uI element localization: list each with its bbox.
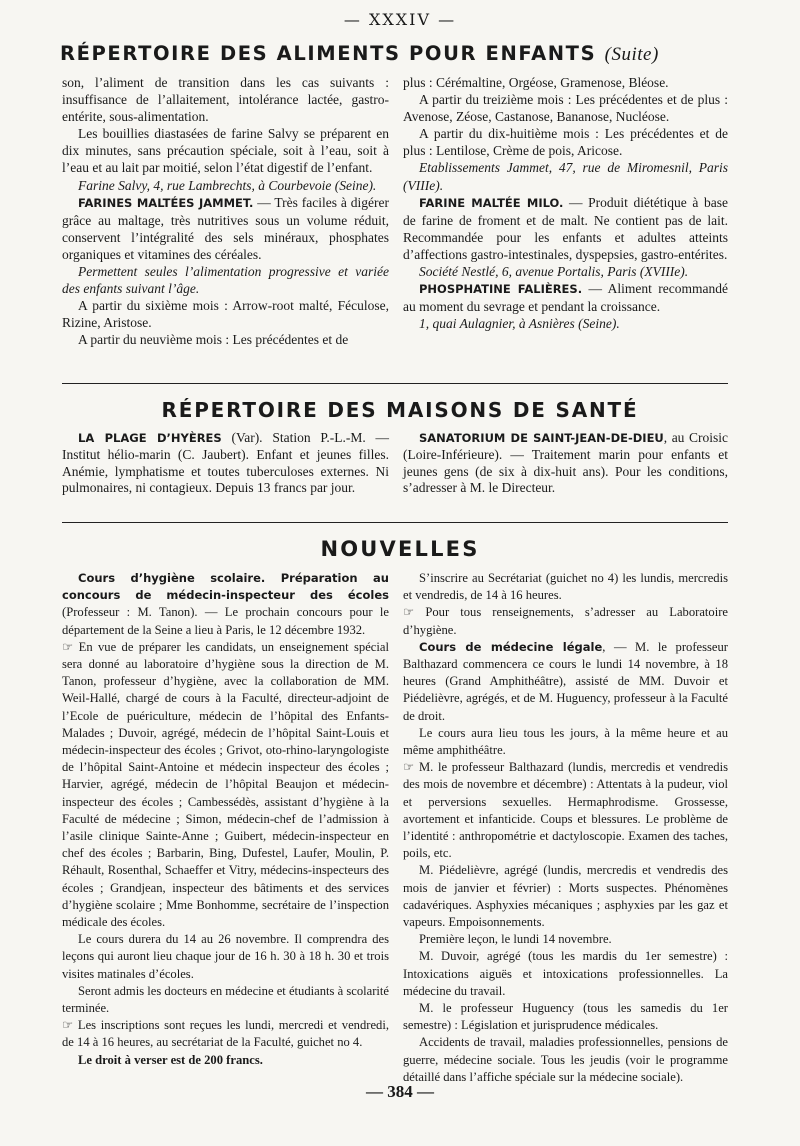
nouvelles-left-p1 [62, 570, 389, 639]
aliments-right-p4: Etablissements Jammet, 47, rue de Miromesnil, Paris (VIIIe). [403, 160, 728, 193]
aliments-left-p3: Farine Salvy, 4, rue Lambrechts, à Courbevoie (Seine). [78, 177, 377, 193]
section-divider-2 [62, 522, 728, 523]
hygiene-scolaire-heading: Cours d’hygiène scolaire. Préparation au concours de médecin-inspecteur des écoles [62, 571, 389, 603]
aliments-right-p6: Société Nestlé, 6, avenue Portalis, Paris (XVIIIe). [419, 264, 689, 280]
nouvelles-right-column [403, 570, 728, 1086]
section-divider-1 [62, 383, 728, 384]
section-title-aliments [60, 42, 659, 66]
aliments-right-p2: A partir du treizième mois : Les précédentes et de plus : Avenose, Zéose, Castanose, Bananose, Nucléose. [403, 92, 728, 125]
aliments-left-p4 [62, 194, 389, 263]
nouvelles-right-p1: S’inscrire au Secrétariat (guichet no 4) les lundis, mercredis et vendredis, de 14 à 16 heures. [403, 571, 728, 603]
sanatorium-heading: SANATORIUM DE SAINT-JEAN-DE-DIEU [419, 431, 664, 445]
aliments-left-p6: A partir du sixième mois : Arrow-root malté, Féculose, Rizine, Aristose. [62, 298, 389, 331]
sanatorium-body: , au Croisic (Loire-Inférieure). — Traitement marin pour enfants et jeunes gens (de six à dix-huit ans). Pour les conditions, s’adresser à M. le Directeur. [403, 430, 728, 496]
nouvelles-right-p10: Accidents de travail, maladies professionnelles, pensions de guerre, médecine sociale. Tous les jeudis (voir le programme détaillé dans l’affiche spéciale sur la médecine sociale). [403, 1035, 728, 1084]
falieres-heading: PHOSPHATINE FALIÈRES. [419, 282, 583, 297]
page-roman-numeral: — XXXIV — [343, 10, 457, 29]
aliments-right-p8: 1, quai Aulagnier, à Asnières (Seine). [419, 316, 620, 332]
jammet-body: — Très faciles à digérer grâce au maltage, très nutritives sous un volume réduit, conservent l’intégralité des sels minéraux, phosphates organiques et vitamines des céréales. [62, 194, 389, 262]
plage-hyeres-body: (Var). Station P.-L.-M. — Institut hélio-marin (C. Jaubert). Enfant et jeunes filles. Anémie, lymphatisme et toutes tuberculoses externes. Ni pulmonaires, ni contagieux. Depuis 13 francs par jour. [62, 430, 389, 496]
nouvelles-left-column [62, 570, 389, 1069]
nouvelles-right-p2: ☞ Pour tous renseignements, s’adresser au Laboratoire d’hygiène. [403, 605, 728, 637]
nouvelles-left-p6: Le droit à verser est de 200 francs. [78, 1052, 263, 1067]
page-number: — 384 — [366, 1082, 434, 1101]
nouvelles-left-p2: ☞ En vue de préparer les candidats, un enseignement spécial sera donné au laboratoire d’hygiène sous la direction de M. Tanon, professeur d’hygiène, avec la collaboration de MM. Weil-Hallé, chargé de cours à la Faculté, directeur-adjoint de l’Ecole de puériculture, médecin de l’hôpital des Enfants-Malades ; Duvoir, agrégé, médecin de l’hôpital Saint-Louis et médecin-inspecteur des écoles ; Grivot, oto-rhino-laryngologiste de l’hôpital Saint-Antoine et médecin inspecteur des écoles ; Harvier, agrégé, médecin de l’hôpital Beaujon et médecin-inspecteur des écoles ; Cambessédès, assistant d’hygiène à la Faculté de médecine ; Simon, médecin-chef de l’admission à l’asile clinique Sainte-Anne ; Guibert, médecin-inspecteur en chef des écoles ; Barbarin, Bing, Dufestel, Laufer, Moulin, P. Réhault, Rosenthal, Schaeffer et Vitry, médecins-inspecteurs des écoles ; Grandjean, inspecteur des bâtiments et des services d’hygiène scolaire ; Mme Bonhomme, secrétaire de l’inspection médicale des écoles. [62, 639, 389, 930]
falieres-body: — Aliment recommandé au moment du sevrage et pendant la croissance. [403, 281, 728, 315]
nouvelles-right-p5: ☞ M. le professeur Balthazard (lundis, mercredis et vendredis des mois de novembre et décembre) : Attentats à la pudeur, viol et perversions sexuelles. Hermaphrodisme. Grossesse, avortement et infanticide. Coups et blessures. Le problème de l’identité : anthropométrie et dactyloscopie. Examen des taches, poils, etc. [403, 760, 728, 861]
aliments-left-p5: Permettent seules l’alimentation progressive et variée des enfants suivant l’âge. [62, 264, 389, 297]
aliments-left-p2: Les bouillies diastasées de farine Salvy se préparent en dix minutes, sans précaution spéciale, soit à l’eau, soit à l’eau et au lait par moitié, selon l’état digestif de l’enfant. [62, 126, 389, 176]
aliments-right-p7 [403, 280, 728, 315]
aliments-right-column [403, 74, 728, 332]
aliments-title-text: RÉPERTOIRE DES ALIMENTS POUR ENFANTS [60, 42, 597, 65]
maisons-right-entry [403, 430, 728, 497]
section-title-maisons: RÉPERTOIRE DES MAISONS DE SANTÉ [161, 398, 639, 422]
aliments-title-suite: (Suite) [604, 44, 659, 65]
nouvelles-left-p5: ☞ Les inscriptions sont reçues les lundi, mercredi et vendredi, de 14 à 16 heures, au secrétariat de la Faculté, guichet no 4. [62, 1018, 389, 1050]
hygiene-scolaire-body: (Professeur : M. Tanon). — Le prochain concours pour le département de la Seine a lieu à Paris, le 12 décembre 1932. [62, 605, 389, 637]
aliments-left-column [62, 74, 389, 349]
plage-hyeres-heading: LA PLAGE D’HYÈRES [78, 431, 222, 445]
maisons-left-entry [62, 430, 389, 497]
section-title-nouvelles: NOUVELLES [320, 537, 480, 561]
nouvelles-left-p4: Seront admis les docteurs en médecine et étudiants à scolarité terminée. [62, 983, 389, 1016]
nouvelles-right-p8: M. Duvoir, agrégé (tous les mardis du 1er semestre) : Intoxications aiguës et intoxications professionnelles. La médecine du travail. [403, 949, 728, 998]
nouvelles-right-p3 [403, 639, 728, 725]
nouvelles-right-p4: Le cours aura lieu tous les jours, à la même heure et au même amphithéâtre. [403, 725, 728, 758]
nouvelles-left-p3: Le cours durera du 14 au 26 novembre. Il comprendra des leçons qui auront lieu chaque jour de 16 h. 30 à 18 h. 30 et trois visites matinales d’écoles. [62, 932, 389, 981]
maisons-left-column [62, 430, 389, 497]
nouvelles-right-p9: M. le professeur Huguency (tous les samedis du 1er semestre) : Législation et jurisprudence médicales. [403, 1001, 728, 1033]
nouvelles-right-p7: Première leçon, le lundi 14 novembre. [419, 932, 612, 947]
aliments-right-p1: plus : Cérémaltine, Orgéose, Gramenose, Bléose. [403, 75, 669, 90]
aliments-left-p7: A partir du neuvième mois : Les précédentes et de [78, 332, 349, 348]
aliments-right-p3: A partir du dix-huitième mois : Les précédentes et de plus : Lentilose, Crème de pois, Aricose. [403, 126, 728, 159]
aliments-left-p1: son, l’aliment de transition dans les cas suivants : insuffisance de l’allaitement, intolérance lactée, gastro-entérite, sous-alimentation. [62, 75, 389, 125]
maisons-right-column [403, 430, 728, 497]
medecine-legale-heading: Cours de médecine légale [419, 639, 603, 654]
nouvelles-right-p6: M. Piédelièvre, agrégé (lundis, mercredis et vendredis des mois de janvier et février) : Morts suspectes. Phénomènes cadavériques. Asphyxies mécaniques ; asphyxies par les gaz et vapeurs. Empoisonnements. [403, 863, 728, 930]
jammet-heading: FARINES MALTÉES JAMMET. [78, 195, 254, 210]
milo-heading: FARINE MALTÉE MILO. [419, 195, 564, 210]
aliments-right-p5 [403, 194, 728, 263]
milo-body: — Produit diététique à base de farine de froment et de malt. Ne contient pas de lait. Recommandée pour les enfants et adultes atteints d’affections gastro-intestinales, dyspepsies, gastro-entérites. [403, 194, 728, 262]
medecine-legale-body: , — M. le professeur Balthazard commencera ce cours le lundi 14 novembre, à 18 heures (Grand Amphithéâtre), assisté de MM. Duvoir et Piédelièvre, agrégés, et de M. Huguency, professeur à la Faculté de droit. [403, 639, 728, 723]
